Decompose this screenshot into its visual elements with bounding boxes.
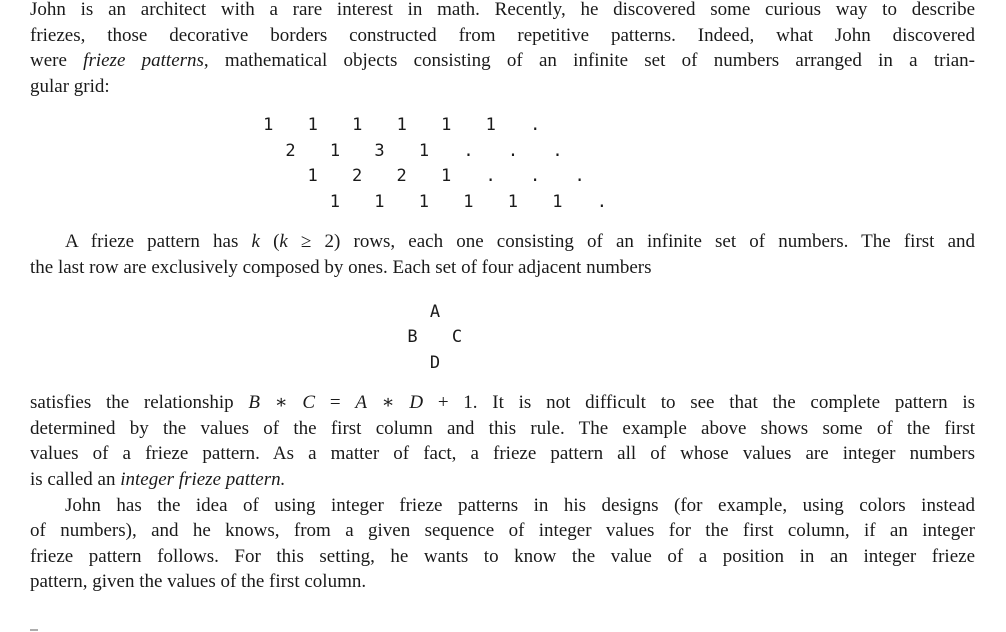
abcd-diamond-figure [30,300,975,377]
cutoff-next-section-heading [30,629,38,631]
text-line [30,416,975,442]
frieze-grid-row [268,139,580,165]
text-segment: John has the idea of using integer frieze patterns in his designs (for example, using colors instead [65,494,975,516]
text-line [30,74,975,100]
grid-cell: 1 [418,191,429,212]
frieze-grid-row [313,190,625,216]
emphasized-text: B [248,392,260,414]
grid-cell: 1 [329,191,340,212]
text-line [30,518,975,544]
grid-cell: 1 [507,191,518,212]
emphasized-text: integer frieze pattern. [120,468,286,490]
grid-cell: . [530,114,541,135]
grid-cell: 1 [463,191,474,212]
grid-cell: 1 [552,191,563,212]
text-line [30,229,975,255]
text-segment: ∗ [366,392,410,414]
grid-cell: . [507,140,519,161]
frieze-grid-row [290,164,602,190]
grid-cell: . [574,166,585,187]
text-segment: were [30,50,84,72]
text-segment: the last row are exclusively composed by ones. Each set of four adjacent numbers [30,256,652,278]
grid-cell: 1 [418,140,430,161]
text-segment: determined by the values of the first column and this rule. The example above shows some of the first [30,417,975,439]
grid-cell: 1 [374,191,385,212]
grid-cell: 1 [441,166,452,187]
text-segment: + 1. It is not difficult to see that the complete pattern is [423,392,975,414]
paragraph-idea [30,493,975,595]
grid-cell: . [596,191,607,212]
grid-cell: B [407,327,418,348]
grid-cell: 1 [329,140,341,161]
text-line [30,441,975,467]
text-segment: pattern, given the values of the first column. [30,571,367,593]
text-segment: = [315,392,356,414]
paragraph-rule [30,229,975,280]
grid-cell: 2 [352,166,363,187]
grid-cell: 1 [307,114,318,135]
text-line [30,569,975,595]
text-segment: , mathematical objects consisting of an infinite set of numbers arranged in a trian- [203,50,975,72]
text-line [30,23,975,49]
text-segment: values of a frieze pattern. As a matter of fact, a frieze pattern all of whose values are integer numbers [30,443,975,465]
grid-cell: 1 [396,114,407,135]
emphasized-text: frieze patterns [83,50,204,72]
grid-cell: D [429,352,441,373]
text-line [30,0,975,23]
emphasized-text: k [251,231,260,253]
diamond-row-d [413,351,458,377]
grid-cell: . [530,166,541,187]
diamond-row-a [413,300,458,326]
emphasized-text: k [279,231,288,253]
paragraph-intro [30,0,975,99]
grid-cell: 1 [307,166,318,187]
grid-cell: 2 [396,166,407,187]
text-segment: A frieze pattern has [65,231,252,253]
grid-cell: . [552,140,563,161]
grid-cell: 3 [374,140,385,161]
grid-cell: 2 [285,140,296,161]
text-line [30,48,975,74]
grid-cell: 1 [352,114,363,135]
diamond-row-bc [390,325,479,351]
paragraph-relationship [30,390,975,492]
text-segment: ≥ 2) rows, each one consisting of an infinite set of numbers. The first and [287,231,975,253]
emphasized-text: A [355,392,367,414]
text-segment: friezes, those decorative borders constructed from repetitive patterns. Indeed, what John discovered [30,24,975,46]
emphasized-text: C [302,392,316,414]
grid-cell: 1 [263,114,274,135]
grid-cell: C [451,327,463,348]
grid-cell: . [485,166,496,187]
text-segment: of numbers), and he knows, from a given sequence of integer values for the first column, if an integer [30,520,975,542]
text-segment: gular grid: [30,75,110,97]
emphasized-text: D [409,392,424,414]
text-segment: ( [259,231,280,253]
frieze-pattern-example-grid [30,113,975,215]
grid-cell: A [429,301,441,322]
text-line [30,390,975,416]
text-segment: ∗ [259,392,303,414]
text-block [30,0,975,595]
text-line [30,493,975,519]
grid-cell: . [463,140,474,161]
frieze-grid-row [246,113,558,139]
text-segment: is called an [30,468,121,490]
text-segment: frieze pattern follows. For this setting, he wants to know the value of a position in an integer frieze [30,545,975,567]
text-line [30,544,975,570]
text-segment: satisfies the relationship [30,392,249,414]
text-segment: John is an architect with a rare interest in math. Recently, he discovered some curious way to describe [30,0,975,20]
grid-cell: 1 [485,114,496,135]
text-line [30,255,975,281]
text-line [30,467,975,493]
grid-cell: 1 [441,114,452,135]
